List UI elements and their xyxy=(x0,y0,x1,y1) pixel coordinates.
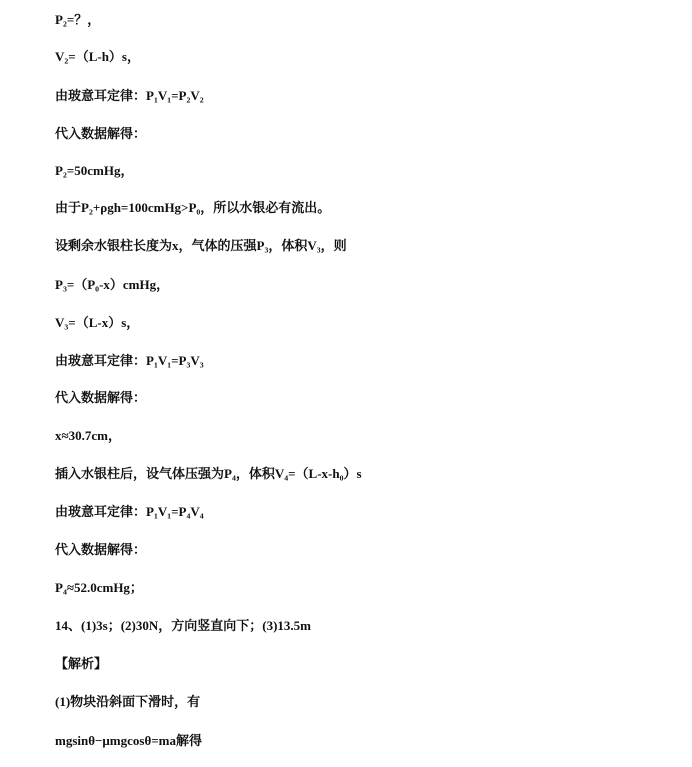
text-line: 【解析】 xyxy=(55,656,108,671)
text-line: P₄≈52.0cmHg； xyxy=(55,580,143,595)
text-line: (1)物块沿斜面下滑时，有 xyxy=(55,694,201,709)
text-line: 插入水银柱后，设气体压强为P₄，体积V₄=（L-x-h₀）s xyxy=(55,466,362,481)
text-line: 由玻意耳定律：P₁V₁=P₄V₄ xyxy=(55,504,204,519)
text-line: mgsinθ−μmgcosθ=ma解得 xyxy=(55,733,202,748)
text-line: V₂=（L-h）s， xyxy=(55,49,140,64)
text-line: 由玻意耳定律：P₁V₁=P₂V₂ xyxy=(55,88,204,103)
text-line: 代入数据解得： xyxy=(55,390,147,405)
text-line: P₂=50cmHg， xyxy=(55,163,134,178)
text-line: 由于P₂+ρgh=100cmHg>P₀，所以水银必有流出。 xyxy=(55,200,331,215)
text-line: 14、(1)3s；(2)30N，方向竖直向下；(3)13.5m xyxy=(55,618,312,633)
text-line: P₂=？， xyxy=(55,12,101,27)
text-line: x≈30.7cm， xyxy=(55,428,121,443)
text-line: 设剩余水银柱长度为x，气体的压强P₃，体积V₃，则 xyxy=(55,238,347,253)
text-line: 代入数据解得： xyxy=(55,126,147,141)
text-line: 代入数据解得： xyxy=(55,542,147,557)
text-line: 由玻意耳定律：P₁V₁=P₃V₃ xyxy=(55,353,204,368)
text-line: P₃=（P₀-x）cmHg， xyxy=(55,277,170,292)
text-line: V₃=（L-x）s， xyxy=(55,315,140,330)
